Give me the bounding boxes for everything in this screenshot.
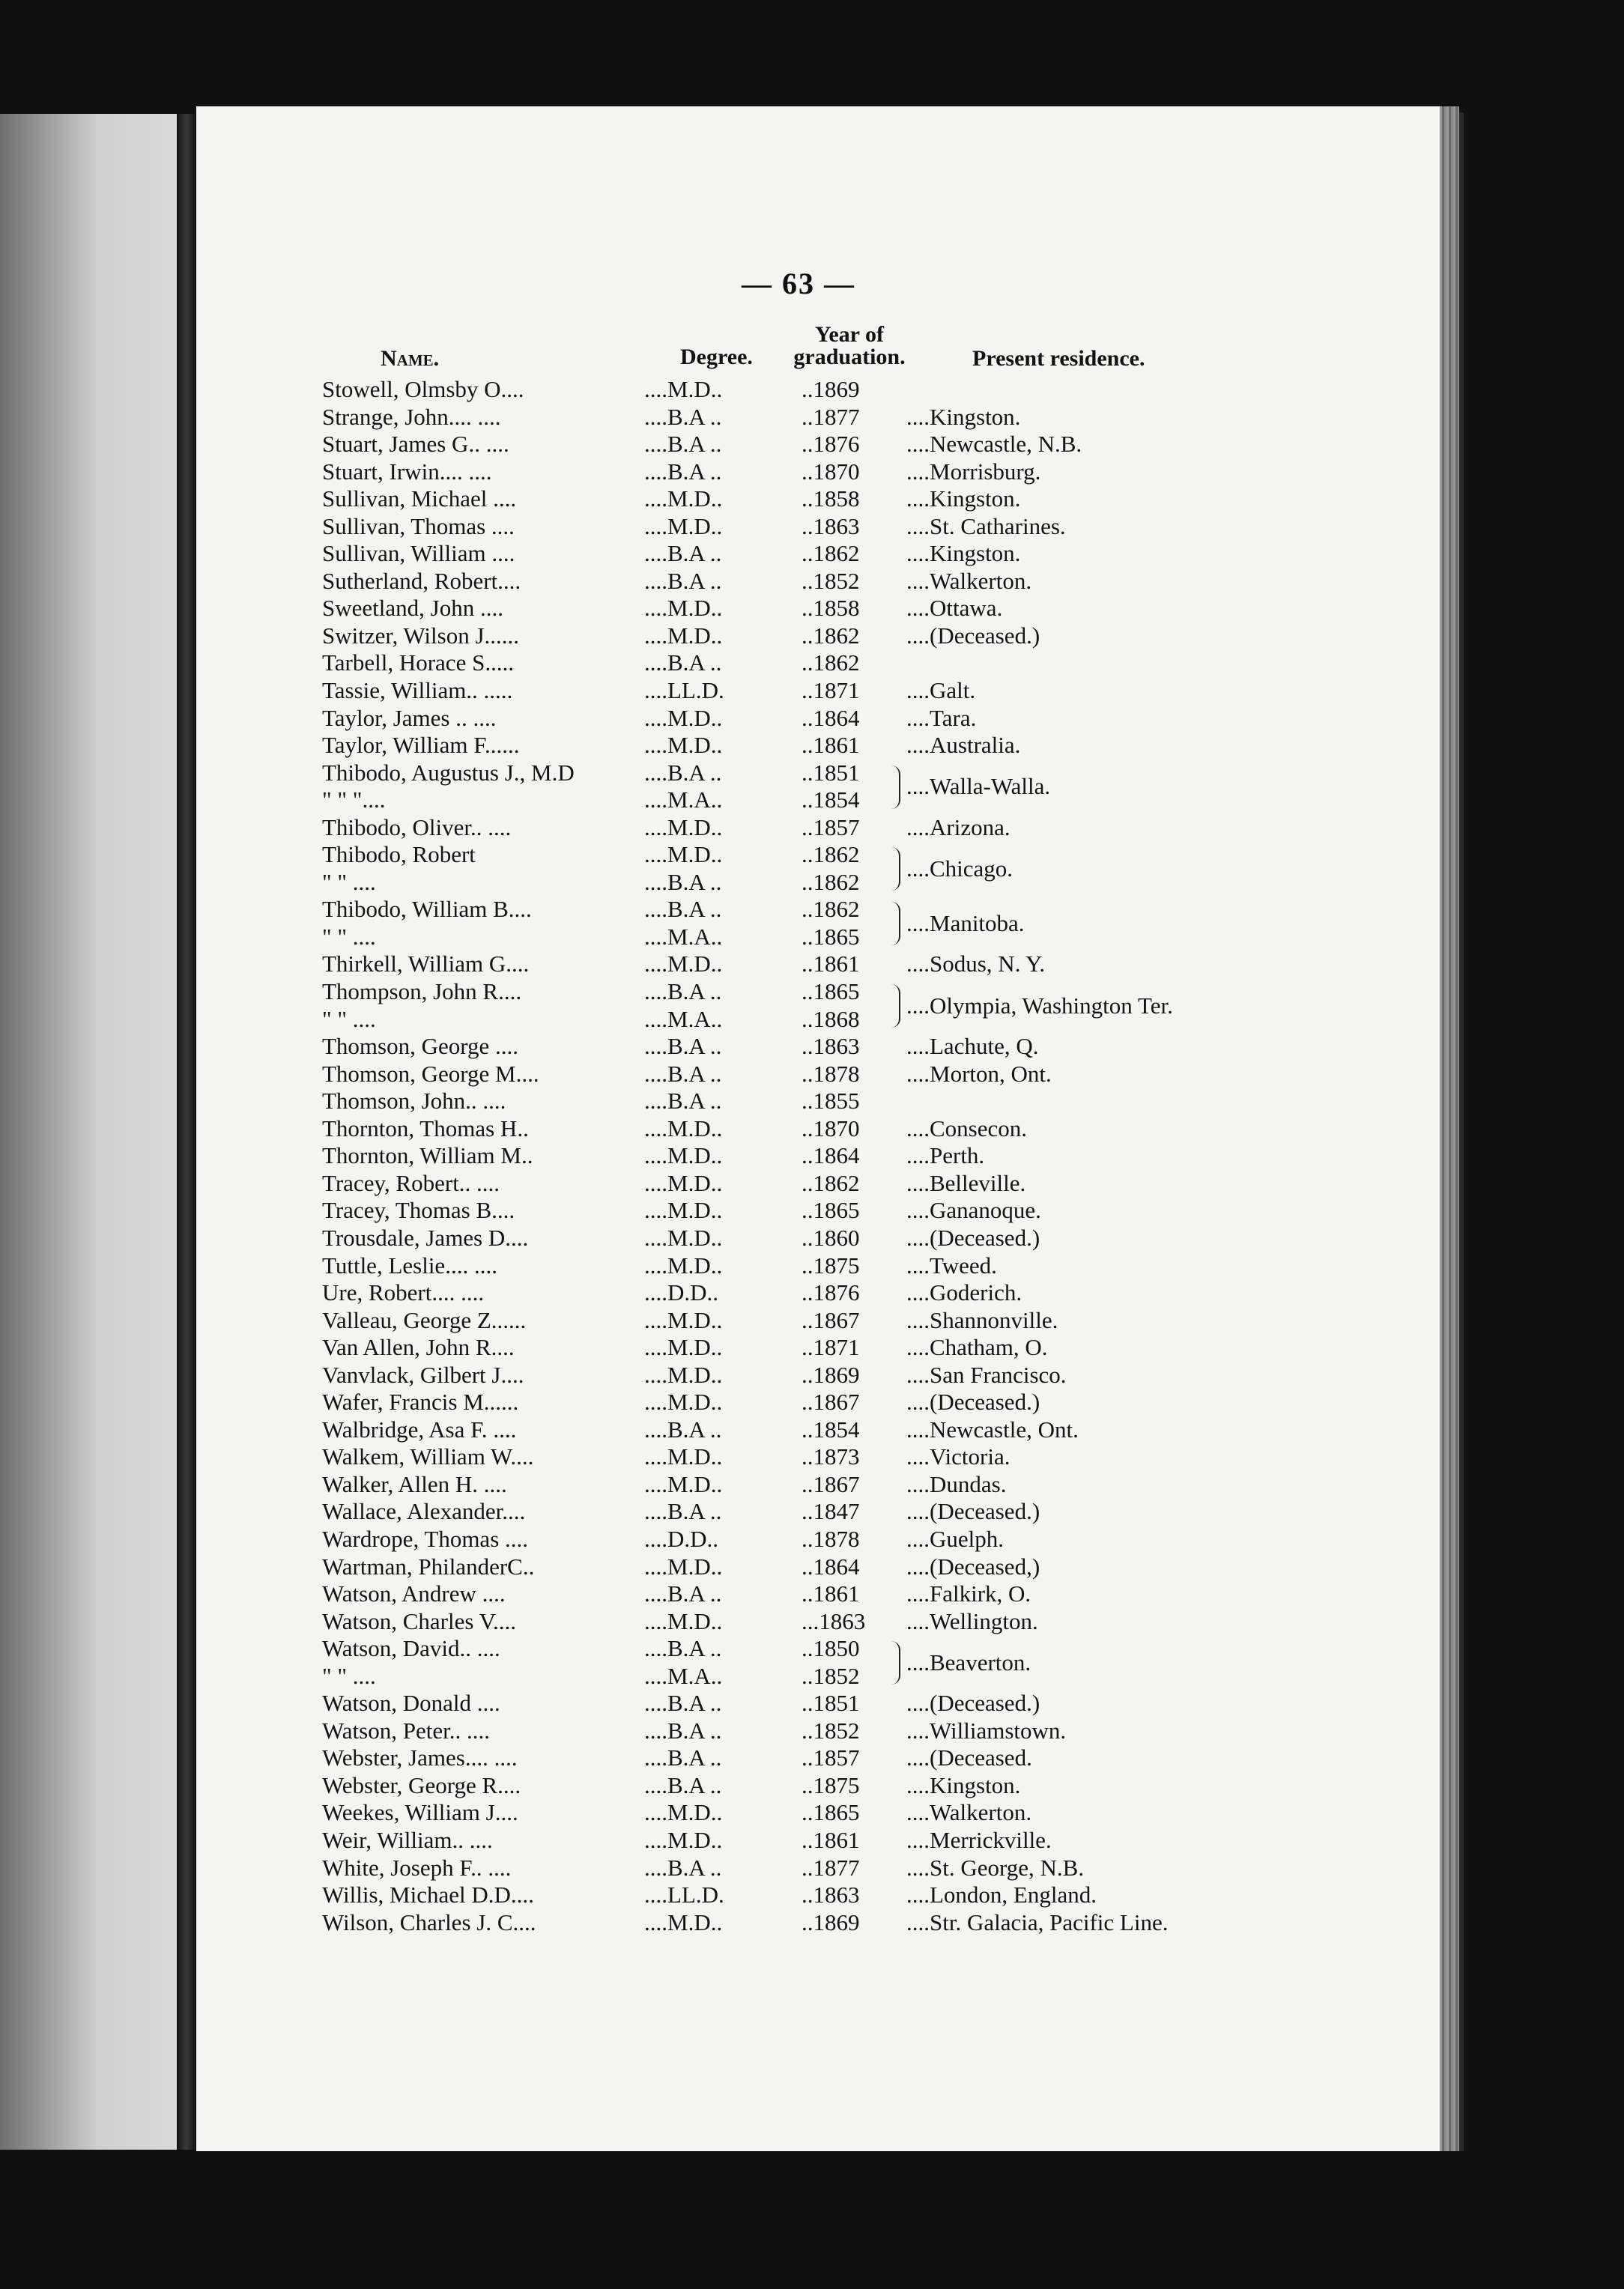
graduate-residence: ....Kingston. bbox=[906, 1771, 1021, 1798]
table-row bbox=[322, 855, 1296, 897]
graduate-name: Tuttle, Leslie.... .... bbox=[322, 1252, 497, 1279]
header-year bbox=[782, 324, 917, 369]
book-gutter bbox=[178, 114, 195, 2150]
table-row bbox=[322, 1855, 1296, 1882]
graduate-degree: ....M.D.. bbox=[644, 1169, 723, 1196]
graduate-name: Sullivan, Thomas .... bbox=[322, 512, 515, 539]
header-year-line1: Year of bbox=[815, 322, 884, 347]
graduate-degree: ....M.D.. bbox=[644, 1607, 723, 1634]
graduate-year: ..1857 bbox=[802, 1744, 860, 1771]
graduate-year: ..1852 bbox=[802, 1662, 860, 1689]
graduate-residence: ....(Deceased.) bbox=[906, 1224, 1040, 1251]
graduate-name: Walkem, William W.... bbox=[322, 1443, 534, 1470]
header-residence: Present residence. bbox=[972, 346, 1145, 371]
table-row bbox=[322, 1279, 1296, 1307]
graduate-residence: ....Sodus, N. Y. bbox=[906, 951, 1046, 977]
graduate-name: Thibodo, Robert bbox=[322, 841, 476, 868]
graduate-degree: ....M.D.. bbox=[644, 1470, 723, 1497]
graduate-degree: ....B.A .. bbox=[644, 868, 722, 895]
graduate-name: White, Joseph F.. .... bbox=[322, 1854, 512, 1881]
graduate-name: Van Allen, John R.... bbox=[322, 1334, 515, 1361]
graduate-degree: ....M.D.. bbox=[644, 951, 723, 977]
graduate-year: ..1869 bbox=[802, 1361, 860, 1388]
graduate-degree: ....M.D.. bbox=[644, 1389, 723, 1416]
graduate-year: ..1876 bbox=[802, 431, 860, 458]
graduate-degree: ....M.D.. bbox=[644, 1306, 723, 1333]
graduate-residence: ....Consecon. bbox=[906, 1115, 1028, 1142]
graduate-residence: ....Dundas. bbox=[906, 1470, 1007, 1497]
graduate-year: ..1862 bbox=[802, 1169, 860, 1196]
graduate-residence: ....(Deceased.) bbox=[906, 622, 1040, 649]
graduate-name: Wafer, Francis M...... bbox=[322, 1389, 519, 1416]
graduate-residence: ....Guelph. bbox=[906, 1525, 1005, 1552]
graduate-year: ..1851 bbox=[802, 1690, 860, 1717]
graduate-year: ..1878 bbox=[802, 1060, 860, 1087]
graduate-year: ..1871 bbox=[802, 1334, 860, 1361]
graduate-year: ..1877 bbox=[802, 1854, 860, 1881]
graduate-year: ..1855 bbox=[802, 1088, 860, 1115]
graduate-residence: ....Beaverton. bbox=[906, 1649, 1031, 1676]
graduate-degree: ....B.A .. bbox=[644, 1717, 722, 1744]
header-degree: Degree. bbox=[680, 345, 753, 369]
left-page-edge bbox=[0, 114, 177, 2150]
graduate-name: Thomson, John.. .... bbox=[322, 1088, 506, 1115]
graduate-degree: ....M.D.. bbox=[644, 1334, 723, 1361]
table-row bbox=[322, 732, 1296, 760]
graduate-residence: ....Kingston. bbox=[906, 485, 1021, 512]
graduate-year: ..1862 bbox=[802, 622, 860, 649]
graduate-year: ..1878 bbox=[802, 1525, 860, 1552]
graduate-year: ..1864 bbox=[802, 1142, 860, 1169]
graduate-year: ..1865 bbox=[802, 978, 860, 1005]
graduate-year: ..1864 bbox=[802, 704, 860, 731]
graduate-name: " " ".... bbox=[322, 786, 386, 813]
table-row bbox=[322, 1088, 1296, 1115]
graduate-degree: ....M.D.. bbox=[644, 704, 723, 731]
graduate-name: Webster, James.... .... bbox=[322, 1744, 518, 1771]
graduate-residence: ....Chicago. bbox=[906, 855, 1014, 882]
table-row bbox=[322, 1799, 1296, 1827]
table-row bbox=[322, 841, 1296, 869]
graduate-degree: ....B.A .. bbox=[644, 1580, 722, 1607]
graduate-degree: ....B.A .. bbox=[644, 1088, 722, 1115]
table-row bbox=[322, 677, 1296, 705]
graduate-name: Thomson, George M.... bbox=[322, 1060, 539, 1087]
header-name: Name. bbox=[381, 346, 440, 371]
graduate-year: ..1870 bbox=[802, 458, 860, 485]
graduate-degree: ....B.A .. bbox=[644, 759, 722, 786]
table-row bbox=[322, 705, 1296, 733]
table-row bbox=[322, 568, 1296, 595]
graduate-degree: ....B.A .. bbox=[644, 1854, 722, 1881]
graduate-year: ..1861 bbox=[802, 951, 860, 977]
graduate-residence: ....Walkerton. bbox=[906, 567, 1032, 594]
table-row bbox=[322, 1526, 1296, 1553]
graduate-name: Vanvlack, Gilbert J.... bbox=[322, 1361, 524, 1388]
graduate-name: Sweetland, John .... bbox=[322, 595, 503, 622]
graduate-year: ..1858 bbox=[802, 595, 860, 622]
graduate-degree: ....B.A .. bbox=[644, 403, 722, 430]
graduate-name: Switzer, Wilson J...... bbox=[322, 622, 520, 649]
table-row bbox=[322, 1553, 1296, 1581]
graduate-name: " " .... bbox=[322, 1005, 376, 1032]
graduate-residence: ....Walkerton. bbox=[906, 1799, 1032, 1826]
graduate-residence: ....Kingston. bbox=[906, 540, 1021, 567]
table-row bbox=[322, 1690, 1296, 1717]
table-row bbox=[322, 992, 1296, 1034]
graduate-name: Stowell, Olmsby O.... bbox=[322, 376, 524, 402]
page-number: — 63 — bbox=[742, 267, 855, 300]
graduate-name: " " .... bbox=[322, 868, 376, 895]
graduate-year: ..1869 bbox=[802, 376, 860, 402]
table-row bbox=[322, 773, 1296, 814]
graduate-year: ..1857 bbox=[802, 813, 860, 840]
table-row bbox=[322, 1389, 1296, 1416]
graduate-year: ..1867 bbox=[802, 1306, 860, 1333]
table-row bbox=[322, 1635, 1296, 1663]
page-stack-shadow bbox=[1459, 112, 1464, 2151]
table-row bbox=[322, 1744, 1296, 1772]
graduate-year: ..1864 bbox=[802, 1553, 860, 1580]
graduate-year: ..1877 bbox=[802, 403, 860, 430]
graduate-year: ..1873 bbox=[802, 1443, 860, 1470]
graduate-residence: ....Morrisburg. bbox=[906, 458, 1041, 485]
graduate-residence: ....Lachute, Q. bbox=[906, 1033, 1039, 1060]
graduate-degree: ....M.D.. bbox=[644, 732, 723, 759]
graduate-year: ..1854 bbox=[802, 1416, 860, 1443]
graduate-residence: ....Olympia, Washington Ter. bbox=[906, 992, 1173, 1019]
graduate-name: Weekes, William J.... bbox=[322, 1799, 518, 1826]
graduate-degree: ....M.A.. bbox=[644, 1005, 723, 1032]
table-row bbox=[322, 1416, 1296, 1444]
graduate-degree: ....M.D.. bbox=[644, 1142, 723, 1169]
graduate-degree: ....B.A .. bbox=[644, 1690, 722, 1717]
table-row bbox=[322, 1033, 1296, 1061]
graduate-degree: ....M.D.. bbox=[644, 1197, 723, 1224]
graduate-year: ..1847 bbox=[802, 1498, 860, 1525]
graduate-name: Sutherland, Robert.... bbox=[322, 567, 521, 594]
graduate-residence: ....Williamstown. bbox=[906, 1717, 1067, 1744]
graduate-year: ..1860 bbox=[802, 1224, 860, 1251]
graduate-degree: ....M.A.. bbox=[644, 1662, 723, 1689]
graduate-name: Wartman, PhilanderC.. bbox=[322, 1553, 535, 1580]
graduate-degree: ....M.D.. bbox=[644, 376, 723, 402]
graduate-name: Tracey, Thomas B.... bbox=[322, 1197, 515, 1224]
table-row bbox=[322, 1307, 1296, 1335]
graduate-year: ..1858 bbox=[802, 485, 860, 512]
graduate-year: ..1850 bbox=[802, 1635, 860, 1662]
table-row bbox=[322, 1443, 1296, 1471]
graduate-degree: ....B.A .. bbox=[644, 1498, 722, 1525]
graduate-degree: ....M.D.. bbox=[644, 595, 723, 622]
graduate-year: ..1862 bbox=[802, 841, 860, 868]
table-row bbox=[322, 649, 1296, 677]
graduate-name: Tracey, Robert.. .... bbox=[322, 1169, 500, 1196]
graduate-residence: ....Tara. bbox=[906, 704, 977, 731]
graduate-year: ..1851 bbox=[802, 759, 860, 786]
graduate-year: ...1863 bbox=[802, 1607, 866, 1634]
graduate-degree: ....B.A .. bbox=[644, 1771, 722, 1798]
graduate-year: ..1863 bbox=[802, 1033, 860, 1060]
graduate-residence: ....San Francisco. bbox=[906, 1361, 1067, 1388]
graduate-degree: ....M.D.. bbox=[644, 485, 723, 512]
graduate-degree: ....M.A.. bbox=[644, 923, 723, 950]
graduate-residence: ....Ottawa. bbox=[906, 595, 1003, 622]
graduate-residence: ....Walla-Walla. bbox=[906, 773, 1051, 800]
table-row bbox=[322, 1909, 1296, 1937]
graduate-degree: ....M.D.. bbox=[644, 1252, 723, 1279]
graduate-name: Stuart, James G.. .... bbox=[322, 431, 509, 458]
graduate-residence: ....(Deceased.) bbox=[906, 1389, 1040, 1416]
graduate-residence: ....Shannonville. bbox=[906, 1306, 1058, 1333]
table-row bbox=[322, 814, 1296, 842]
table-row bbox=[322, 1061, 1296, 1088]
graduate-year: ..1875 bbox=[802, 1252, 860, 1279]
graduate-year: ..1865 bbox=[802, 1799, 860, 1826]
graduate-year: ..1862 bbox=[802, 896, 860, 923]
graduate-name: Thirkell, William G.... bbox=[322, 951, 530, 977]
graduate-residence: ....Arizona. bbox=[906, 813, 1011, 840]
graduate-name: Sullivan, Michael .... bbox=[322, 485, 517, 512]
graduate-degree: ....B.A .. bbox=[644, 458, 722, 485]
graduate-name: Wilson, Charles J. C.... bbox=[322, 1908, 536, 1935]
table-row bbox=[322, 404, 1296, 431]
table-row bbox=[322, 1362, 1296, 1389]
graduate-degree: ....M.D.. bbox=[644, 512, 723, 539]
graduate-residence: ....Chatham, O. bbox=[906, 1334, 1048, 1361]
table-row bbox=[322, 1115, 1296, 1143]
table-row bbox=[322, 1649, 1296, 1691]
graduate-residence: ....Australia. bbox=[906, 732, 1021, 759]
graduate-degree: ....B.A .. bbox=[644, 1060, 722, 1087]
graduate-residence: ....St. George, N.B. bbox=[906, 1854, 1085, 1881]
graduate-degree: ....LL.D. bbox=[644, 677, 724, 704]
table-row bbox=[322, 595, 1296, 622]
table-row bbox=[322, 1882, 1296, 1909]
table-row bbox=[322, 1170, 1296, 1198]
graduate-name: Thornton, William M.. bbox=[322, 1142, 533, 1169]
table-row bbox=[322, 1197, 1296, 1225]
graduate-degree: ....M.D.. bbox=[644, 1826, 723, 1853]
graduate-name: Taylor, William F...... bbox=[322, 732, 520, 759]
graduate-name: Thibodo, Augustus J., M.D bbox=[322, 759, 575, 786]
graduate-residence: ....(Deceased. bbox=[906, 1744, 1032, 1771]
graduate-name: Thornton, Thomas H.. bbox=[322, 1115, 529, 1142]
graduate-residence: ....(Deceased.) bbox=[906, 1690, 1040, 1717]
graduate-residence: ....Belleville. bbox=[906, 1169, 1026, 1196]
graduate-degree: ....B.A .. bbox=[644, 567, 722, 594]
graduate-degree: ....M.D.. bbox=[644, 841, 723, 868]
table-row bbox=[322, 622, 1296, 650]
graduate-name: Walbridge, Asa F. .... bbox=[322, 1416, 517, 1443]
graduate-residence: ....Galt. bbox=[906, 677, 976, 704]
graduate-year: ..1867 bbox=[802, 1470, 860, 1497]
graduate-residence: ....(Deceased,) bbox=[906, 1553, 1040, 1580]
graduate-degree: ....D.D.. bbox=[644, 1279, 719, 1306]
graduate-name: Ure, Robert.... .... bbox=[322, 1279, 485, 1306]
graduate-year: ..1876 bbox=[802, 1279, 860, 1306]
table-row bbox=[322, 1580, 1296, 1608]
graduate-name: Watson, Charles V.... bbox=[322, 1607, 516, 1634]
graduate-name: Wallace, Alexander.... bbox=[322, 1498, 526, 1525]
graduate-year: ..1862 bbox=[802, 868, 860, 895]
graduate-name: Willis, Michael D.D.... bbox=[322, 1882, 534, 1908]
table-row bbox=[322, 1225, 1296, 1252]
table-row bbox=[322, 1498, 1296, 1526]
graduate-degree: ....M.D.. bbox=[644, 1115, 723, 1142]
graduate-year: ..1862 bbox=[802, 540, 860, 567]
graduate-name: Watson, David.. .... bbox=[322, 1635, 500, 1662]
graduate-year: ..1863 bbox=[802, 512, 860, 539]
graduate-degree: ....M.D.. bbox=[644, 1443, 723, 1470]
graduate-year: ..1863 bbox=[802, 1882, 860, 1908]
graduate-year: ..1869 bbox=[802, 1908, 860, 1935]
graduate-degree: ....M.D.. bbox=[644, 1361, 723, 1388]
graduate-year: ..1870 bbox=[802, 1115, 860, 1142]
table-row bbox=[322, 1142, 1296, 1170]
table-row bbox=[322, 951, 1296, 978]
graduate-name: Thibodo, Oliver.. .... bbox=[322, 813, 512, 840]
graduate-degree: ....B.A .. bbox=[644, 1744, 722, 1771]
graduate-residence: ....Goderich. bbox=[906, 1279, 1022, 1306]
graduate-residence: ....Newcastle, N.B. bbox=[906, 431, 1082, 458]
graduate-name: Wardrope, Thomas .... bbox=[322, 1525, 529, 1552]
page-stack-edge bbox=[1440, 106, 1459, 2151]
graduate-residence: ....(Deceased.) bbox=[906, 1498, 1040, 1525]
table-row bbox=[322, 1717, 1296, 1745]
graduate-name: Walker, Allen H. .... bbox=[322, 1470, 507, 1497]
graduate-year: ..1861 bbox=[802, 1580, 860, 1607]
graduate-residence: ....Kingston. bbox=[906, 403, 1021, 430]
table-row bbox=[322, 1772, 1296, 1800]
table-row bbox=[322, 1252, 1296, 1280]
graduate-name: Tassie, William.. ..... bbox=[322, 677, 513, 704]
table-row bbox=[322, 1608, 1296, 1636]
graduate-degree: ....M.D.. bbox=[644, 1553, 723, 1580]
graduate-year: ..1852 bbox=[802, 1717, 860, 1744]
graduate-degree: ....D.D.. bbox=[644, 1525, 719, 1552]
graduate-year: ..1867 bbox=[802, 1389, 860, 1416]
graduate-name: Watson, Andrew .... bbox=[322, 1580, 506, 1607]
graduate-name: " " .... bbox=[322, 923, 376, 950]
graduate-name: Valleau, George Z...... bbox=[322, 1306, 527, 1333]
table-row bbox=[322, 760, 1296, 787]
graduate-degree: ....M.D.. bbox=[644, 622, 723, 649]
graduate-name: Taylor, James .. .... bbox=[322, 704, 497, 731]
graduate-residence: ....Wellington. bbox=[906, 1607, 1038, 1634]
graduate-residence: ....Merrickville. bbox=[906, 1826, 1052, 1853]
table-row bbox=[322, 485, 1296, 513]
graduate-year: ..1871 bbox=[802, 677, 860, 704]
graduate-name: Trousdale, James D.... bbox=[322, 1224, 529, 1251]
graduate-degree: ....M.D.. bbox=[644, 1799, 723, 1826]
graduate-year: ..1862 bbox=[802, 649, 860, 676]
graduate-degree: ....M.D.. bbox=[644, 1908, 723, 1935]
graduate-residence: ....Victoria. bbox=[906, 1443, 1011, 1470]
graduate-name: Weir, William.. .... bbox=[322, 1826, 493, 1853]
graduate-degree: ....B.A .. bbox=[644, 896, 722, 923]
graduate-degree: ....B.A .. bbox=[644, 1416, 722, 1443]
table-row bbox=[322, 513, 1296, 541]
table-row bbox=[322, 1471, 1296, 1499]
table-row bbox=[322, 540, 1296, 568]
graduate-name: Watson, Peter.. .... bbox=[322, 1717, 490, 1744]
graduate-residence: ....Falkirk, O. bbox=[906, 1580, 1031, 1607]
graduate-year: ..1868 bbox=[802, 1005, 860, 1032]
graduate-degree: ....B.A .. bbox=[644, 431, 722, 458]
graduate-list bbox=[322, 376, 1296, 1936]
graduate-residence: ....St. Catharines. bbox=[906, 512, 1066, 539]
graduate-residence: ....Perth. bbox=[906, 1142, 985, 1169]
graduate-name: Tarbell, Horace S..... bbox=[322, 649, 515, 676]
graduate-name: Thibodo, William B.... bbox=[322, 896, 532, 923]
graduate-degree: ....M.D.. bbox=[644, 813, 723, 840]
graduate-year: ..1861 bbox=[802, 732, 860, 759]
graduate-degree: ....B.A .. bbox=[644, 540, 722, 567]
table-row bbox=[322, 896, 1296, 924]
graduate-degree: ....B.A .. bbox=[644, 649, 722, 676]
graduate-degree: ....B.A .. bbox=[644, 1635, 722, 1662]
graduate-degree: ....M.A.. bbox=[644, 786, 723, 813]
graduate-name: " " .... bbox=[322, 1662, 376, 1689]
graduate-name: Thomson, George .... bbox=[322, 1033, 519, 1060]
graduate-year: ..1875 bbox=[802, 1771, 860, 1798]
table-row bbox=[322, 458, 1296, 486]
graduate-residence: ....Tweed. bbox=[906, 1252, 997, 1279]
graduate-name: Thompson, John R.... bbox=[322, 978, 522, 1005]
graduate-degree: ....M.D.. bbox=[644, 1224, 723, 1251]
header-year-line2: graduation. bbox=[793, 345, 906, 369]
graduate-degree: ....LL.D. bbox=[644, 1882, 724, 1908]
graduate-name: Webster, George R.... bbox=[322, 1771, 521, 1798]
graduate-year: ..1865 bbox=[802, 923, 860, 950]
graduate-name: Sullivan, William .... bbox=[322, 540, 515, 567]
table-row bbox=[322, 376, 1296, 404]
table-row bbox=[322, 1334, 1296, 1362]
graduate-year: ..1854 bbox=[802, 786, 860, 813]
graduate-year: ..1865 bbox=[802, 1197, 860, 1224]
graduate-residence: ....Morton, Ont. bbox=[906, 1060, 1052, 1087]
graduate-name: Stuart, Irwin.... .... bbox=[322, 458, 492, 485]
graduate-degree: ....B.A .. bbox=[644, 978, 722, 1005]
graduate-residence: ....Manitoba. bbox=[906, 909, 1025, 936]
graduate-residence: ....Str. Galacia, Pacific Line. bbox=[906, 1908, 1169, 1935]
graduate-year: ..1852 bbox=[802, 567, 860, 594]
table-row bbox=[322, 1827, 1296, 1855]
graduate-residence: ....London, England. bbox=[906, 1882, 1097, 1908]
graduate-residence: ....Newcastle, Ont. bbox=[906, 1416, 1079, 1443]
graduate-name: Strange, John.... .... bbox=[322, 403, 501, 430]
graduate-residence: ....Gananoque. bbox=[906, 1197, 1041, 1224]
graduate-degree: ....B.A .. bbox=[644, 1033, 722, 1060]
graduate-name: Watson, Donald .... bbox=[322, 1690, 500, 1717]
graduate-year: ..1861 bbox=[802, 1826, 860, 1853]
table-row bbox=[322, 431, 1296, 458]
